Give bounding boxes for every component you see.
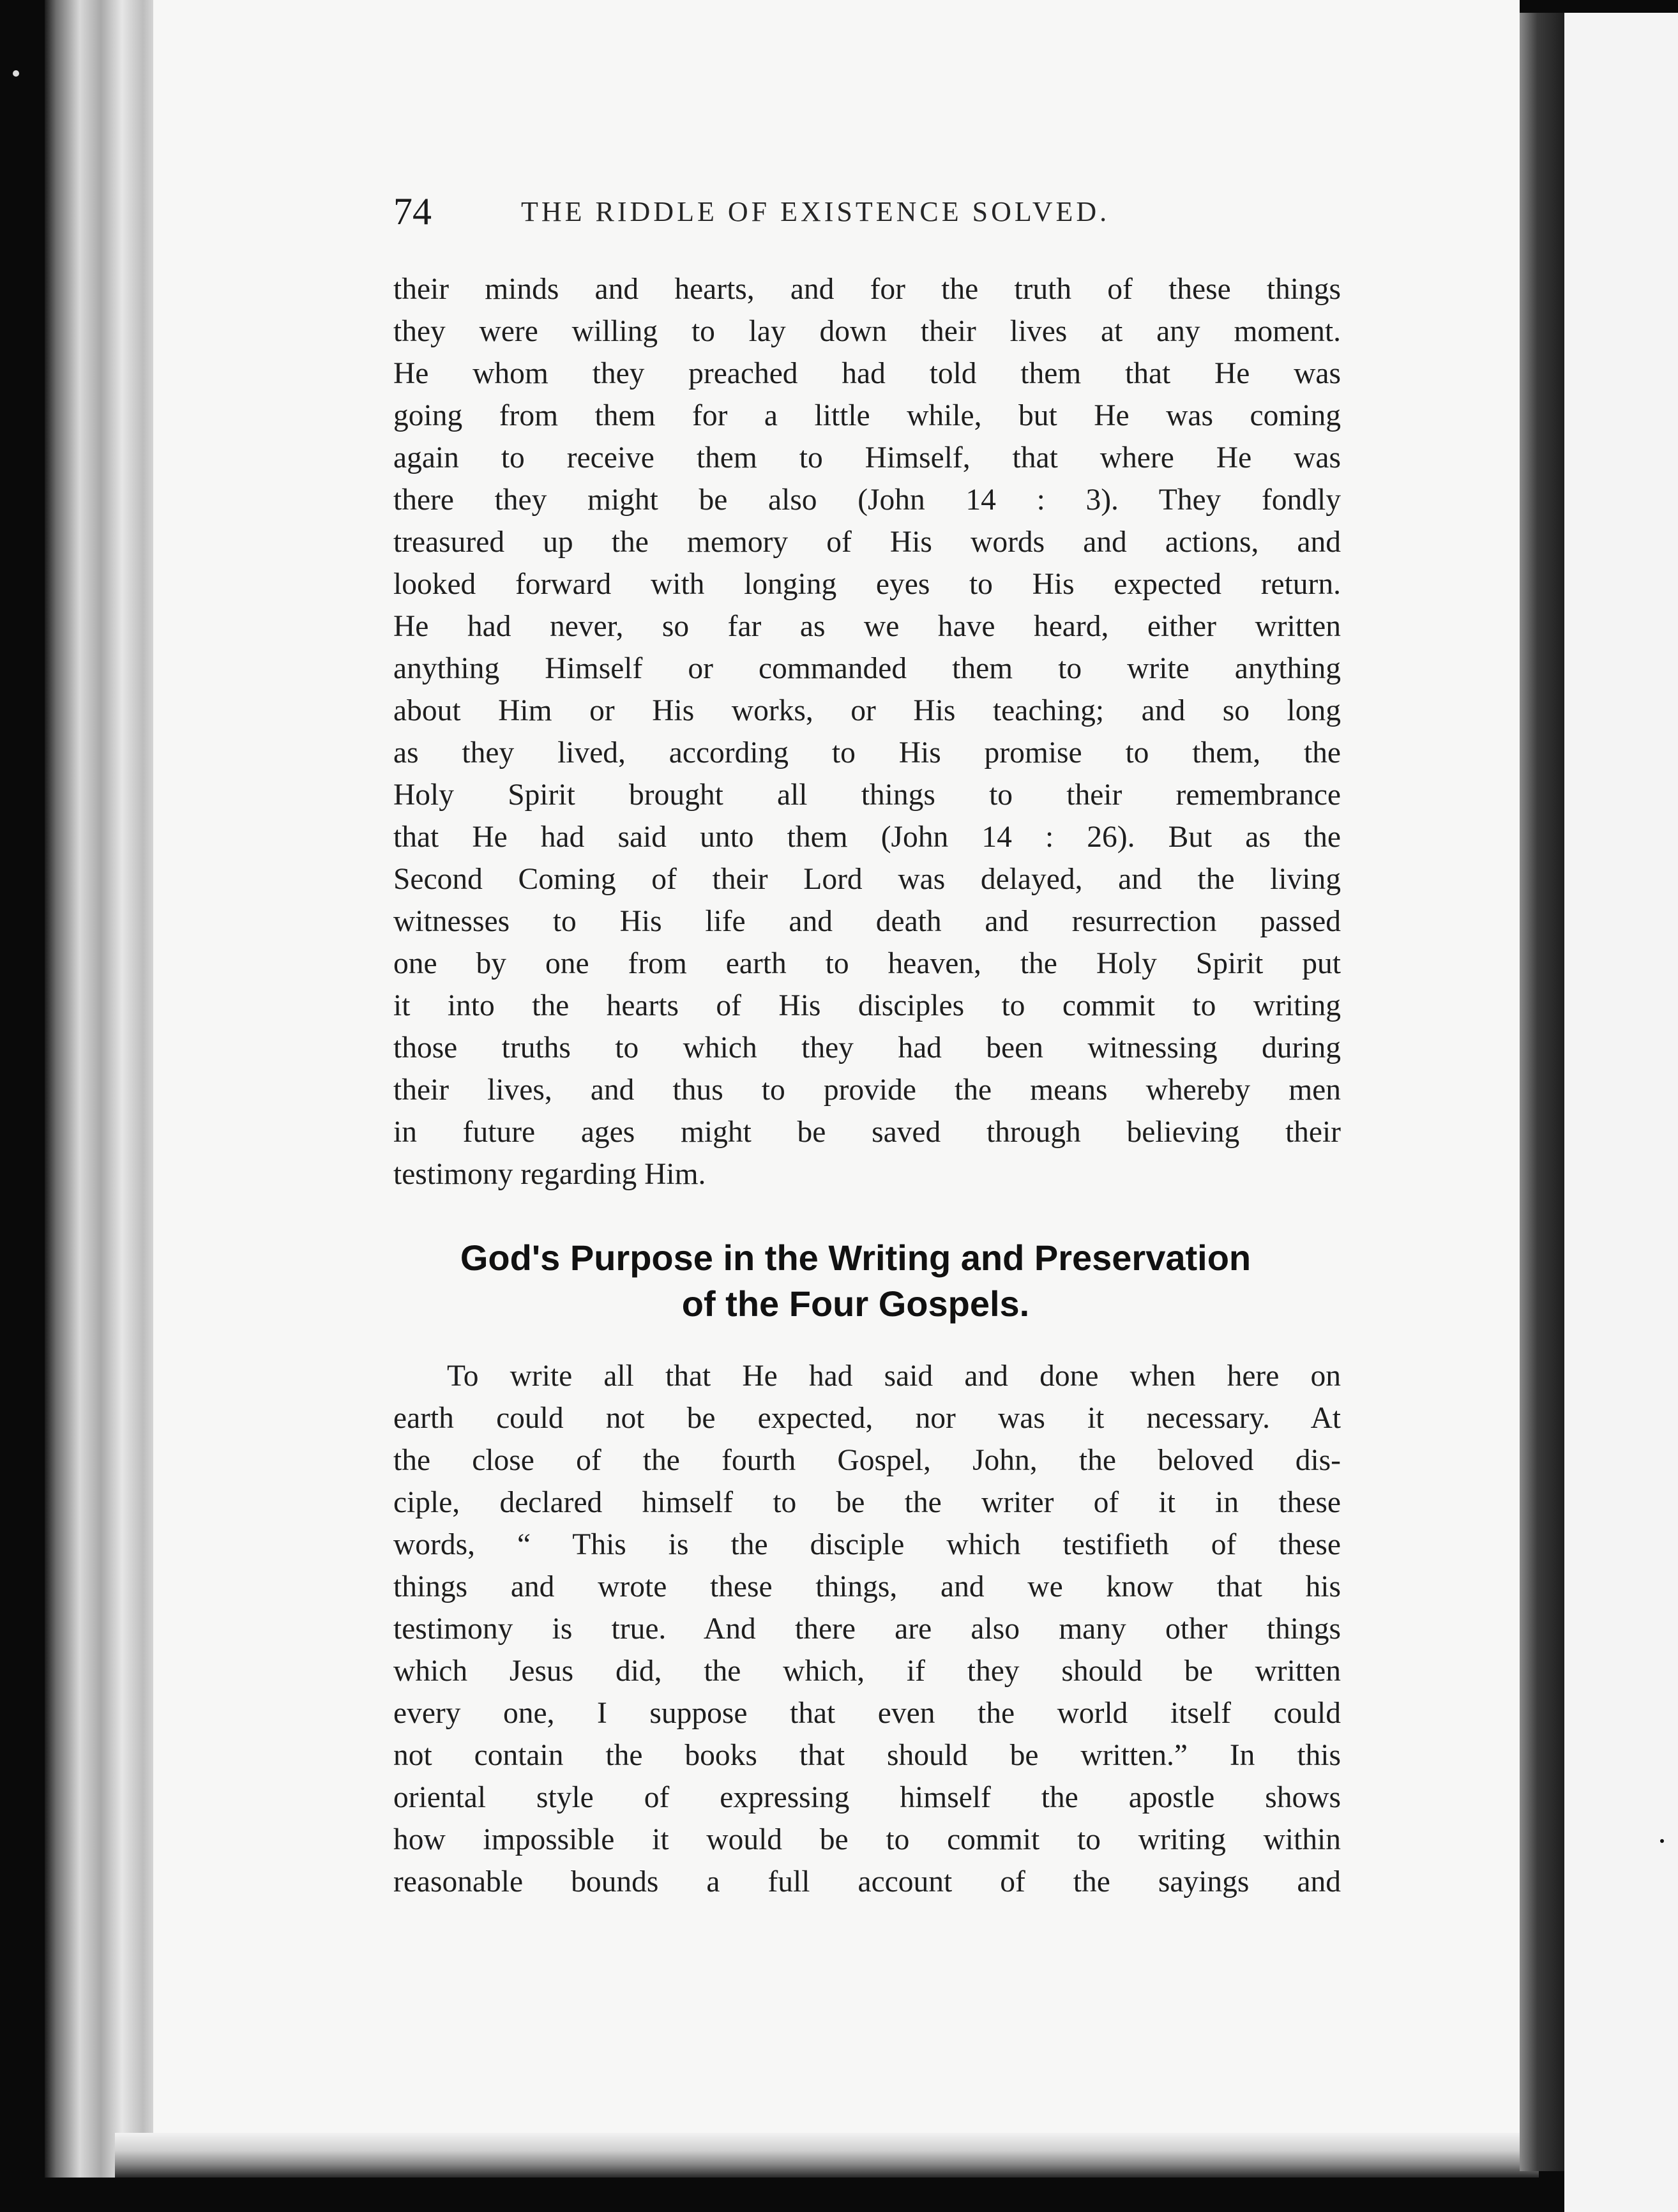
text-line: they were willing to lay down their lives at any moment. <box>393 315 1341 348</box>
paragraph <box>393 1355 1341 1903</box>
text-line: how impossible it would be to commit to writing within <box>393 1823 1341 1856</box>
text-line: reasonable bounds a full account of the sayings and <box>393 1865 1341 1898</box>
text-line: which Jesus did, the which, if they should be written <box>393 1655 1341 1688</box>
text-line: testimony regarding Him. <box>393 1158 706 1191</box>
facing-page-edge <box>1564 13 1678 2212</box>
text-line: ciple, declared himself to be the writer of it in these <box>393 1486 1341 1519</box>
text-line: in future ages might be saved through believing their <box>393 1116 1341 1149</box>
section-heading-line: God's Purpose in the Writing and Preservation <box>460 1238 1251 1278</box>
text-line: He whom they preached had told them that He was <box>393 357 1341 390</box>
text-line: every one, I suppose that even the world itself could <box>393 1697 1341 1730</box>
text-line: testimony is true. And there are also many other things <box>393 1612 1341 1646</box>
text-line: one by one from earth to heaven, the Holy Spirit put <box>393 947 1341 980</box>
text-line: not contain the books that should be written.” In this <box>393 1739 1341 1772</box>
running-title: THE RIDDLE OF EXISTENCE SOLVED. <box>521 196 1110 227</box>
text-line: their lives, and thus to provide the means whereby men <box>393 1073 1341 1107</box>
text-line: earth could not be expected, nor was it necessary. At <box>393 1402 1341 1435</box>
section-heading-line: of the Four Gospels. <box>681 1284 1030 1324</box>
text-line: about Him or His works, or His teaching; and so long <box>393 694 1341 727</box>
text-line: treasured up the memory of His words and actions, and <box>393 526 1341 559</box>
text-line: things and wrote these things, and we know that his <box>393 1570 1341 1603</box>
text-line: Second Coming of their Lord was delayed, and the living <box>393 863 1341 896</box>
text-line: there they might be also (John 14 : 3). They fondly <box>393 483 1341 517</box>
text-line: that He had said unto them (John 14 : 26). But as the <box>393 821 1341 854</box>
scan-speck <box>1660 1839 1664 1843</box>
running-header <box>393 189 1341 234</box>
text-line: it into the hearts of His disciples to commit to writing <box>393 989 1341 1022</box>
text-line: words, “ This is the disciple which testifieth of these <box>393 1528 1341 1561</box>
page-stack-edge <box>115 2133 1539 2178</box>
text-line: as they lived, according to His promise to them, the <box>393 736 1341 769</box>
text-line: those truths to which they had been witnessing during <box>393 1031 1341 1064</box>
text-line: He had never, so far as we have heard, either written <box>393 610 1341 643</box>
text-line: Holy Spirit brought all things to their remembrance <box>393 778 1341 812</box>
text-line: their minds and hearts, and for the truth of these things <box>393 273 1341 306</box>
paragraph <box>393 268 1341 1195</box>
text-line: anything Himself or commanded them to write anything <box>393 652 1341 685</box>
text-line: looked forward with longing eyes to His expected return. <box>393 568 1341 601</box>
section-heading <box>358 1235 1354 1327</box>
scan-speck <box>13 70 19 77</box>
text-line: oriental style of expressing himself the apostle shows <box>393 1781 1341 1814</box>
text-line: going from them for a little while, but He was coming <box>393 399 1341 432</box>
text-line: the close of the fourth Gospel, John, the beloved dis- <box>393 1444 1341 1477</box>
page-number: 74 <box>393 190 432 232</box>
text-line: witnesses to His life and death and resurrection passed <box>393 905 1341 938</box>
text-line: again to receive them to Himself, that where He was <box>393 441 1341 474</box>
text-line: To write all that He had said and done when here on <box>447 1360 1341 1393</box>
book-cover-edge <box>1520 13 1564 2171</box>
